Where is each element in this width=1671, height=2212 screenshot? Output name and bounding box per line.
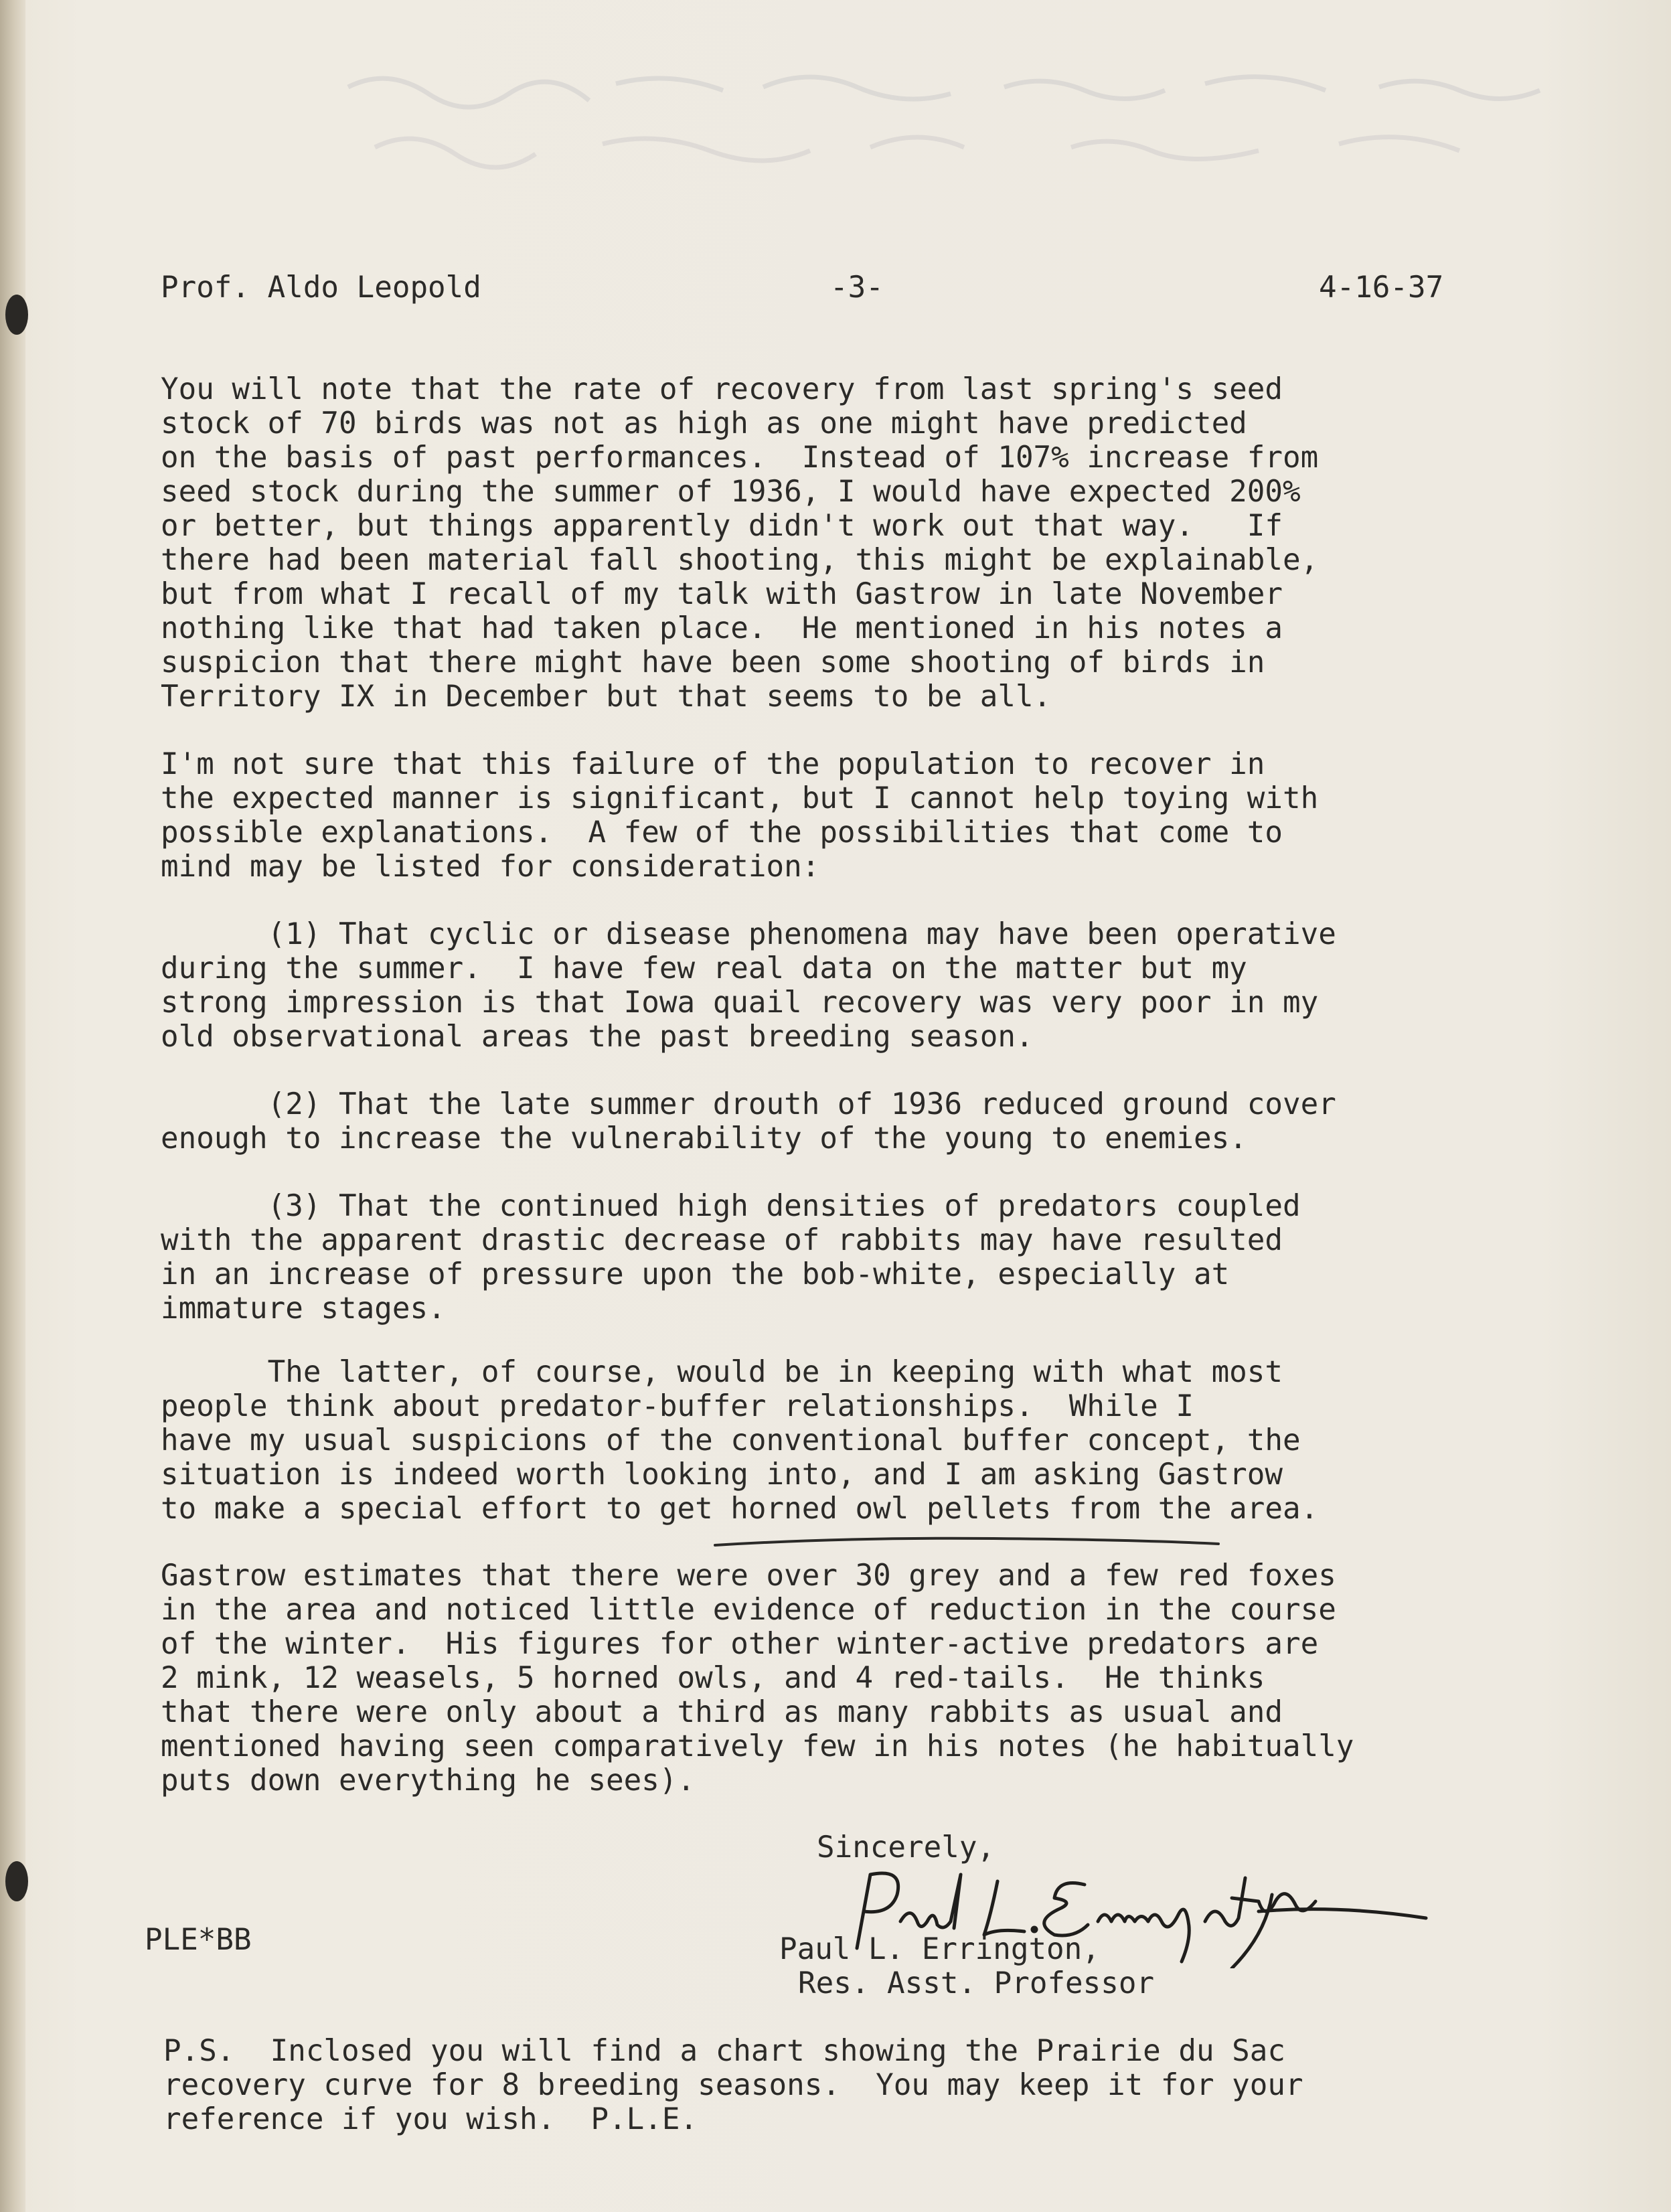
text-line: Territory IX in December but that seems to be all.	[161, 680, 1052, 714]
text-line: with the apparent drastic decrease of rabbits may have resulted	[161, 1223, 1283, 1257]
text-line: old observational areas the past breeding season.	[161, 1020, 1034, 1054]
text-line: seed stock during the summer of 1936, I would have expected 200%	[161, 475, 1301, 509]
text-line: (1) That cyclic or disease phenomena may have been operative	[161, 917, 1336, 951]
punch-hole-top	[5, 295, 28, 335]
header-date: 4-16-37	[1319, 270, 1444, 305]
text-line: on the basis of past performances. Instead of 107% increase from	[161, 441, 1319, 475]
text-line: mind may be listed for consideration:	[161, 850, 820, 884]
text-line: Gastrow estimates that there were over 30 grey and a few red foxes	[161, 1559, 1336, 1593]
text-line: nothing like that had taken place. He mentioned in his notes a	[161, 611, 1283, 645]
text-line: The latter, of course, would be in keeping with what most	[161, 1355, 1283, 1389]
punch-hole-bottom	[5, 1861, 28, 1901]
text-line: puts down everything he sees).	[161, 1763, 696, 1798]
text-line: reference if you wish. P.L.E.	[163, 2102, 698, 2136]
text-line: but from what I recall of my talk with Gastrow in late November	[161, 577, 1283, 611]
text-line: in the area and noticed little evidence of reduction in the course	[161, 1593, 1336, 1627]
text-line: enough to increase the vulnerability of the young to enemies.	[161, 1121, 1247, 1156]
header-page-number: -3-	[830, 270, 884, 305]
text-line: of the winter. His figures for other winter-active predators are	[161, 1627, 1319, 1661]
text-line: immature stages.	[161, 1291, 446, 1326]
text-line: that there were only about a third as many rabbits as usual and	[161, 1695, 1283, 1729]
text-line: suspicion that there might have been some shooting of birds in	[161, 645, 1265, 680]
text-line: possible explanations. A few of the possibilities that come to	[161, 815, 1283, 850]
text-line: during the summer. I have few real data on the matter but my	[161, 951, 1247, 985]
bleed-through-marks	[335, 47, 1607, 181]
text-line: stock of 70 birds was not as high as one might have predicted	[161, 406, 1247, 441]
text-line: in an increase of pressure upon the bob-white, especially at	[161, 1257, 1230, 1291]
text-line: people think about predator-buffer relationships. While I	[161, 1389, 1194, 1423]
text-line: 2 mink, 12 weasels, 5 horned owls, and 4 red-tails. He thinks	[161, 1661, 1265, 1695]
text-line: situation is indeed worth looking into, and I am asking Gastrow	[161, 1457, 1283, 1492]
text-line: (2) That the late summer drouth of 1936 reduced ground cover	[161, 1087, 1336, 1121]
text-line: to make a special effort to get horned owl pellets from the area.	[161, 1492, 1319, 1526]
text-line: have my usual suspicions of the conventional buffer concept, the	[161, 1423, 1301, 1457]
text-line: strong impression is that Iowa quail recovery was very poor in my	[161, 985, 1319, 1020]
header-recipient: Prof. Aldo Leopold	[161, 270, 481, 305]
text-line: recovery curve for 8 breeding seasons. You may keep it for your	[163, 2068, 1303, 2102]
signer-title: Res. Asst. Professor	[798, 1966, 1155, 2000]
text-line: I'm not sure that this failure of the population to recover in	[161, 747, 1265, 781]
signer-name: Paul L. Errington,	[779, 1932, 1100, 1966]
typist-initials: PLE*BB	[145, 1923, 252, 1957]
text-line: there had been material fall shooting, this might be explainable,	[161, 543, 1319, 577]
text-line: P.S. Inclosed you will find a chart showing the Prairie du Sac	[163, 2034, 1285, 2068]
text-line: (3) That the continued high densities of predators coupled	[161, 1189, 1301, 1223]
text-line: or better, but things apparently didn't work out that way. If	[161, 509, 1283, 543]
closing-salutation: Sincerely,	[817, 1830, 996, 1865]
pen-underline-mark	[712, 1534, 1221, 1549]
text-line: mentioned having seen comparatively few in his notes (he habitually	[161, 1729, 1354, 1763]
text-line: You will note that the rate of recovery from last spring's seed	[161, 372, 1283, 406]
text-line: the expected manner is significant, but I cannot help toying with	[161, 781, 1319, 815]
